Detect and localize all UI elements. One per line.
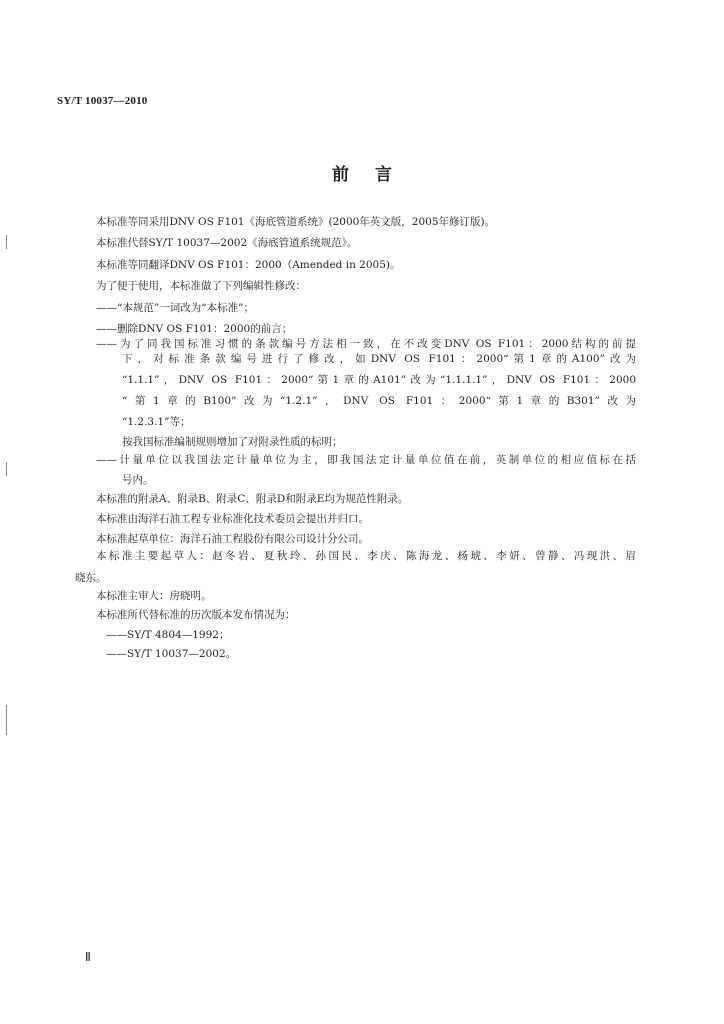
list-item-line: ——SY/T 4804—1992； (106, 629, 230, 641)
list-item-line: ——SY/T 10037—2002。 (106, 648, 237, 660)
page-number: Ⅱ (85, 950, 91, 964)
list-item-line: 号内。 (122, 474, 154, 486)
list-item-line: ——计量单位以我国法定计量单位为主，即我国法定计量单位值在前，英制单位的相应值标在括 (96, 454, 636, 466)
paragraph-line: 本标准的附录A、附录B、附录C、附录D和附录E均为规范性附录。 (96, 493, 409, 505)
paragraph-line: 晓东。 (75, 572, 107, 584)
paragraph-line: 本标准主审人：房晓明。 (96, 590, 212, 602)
list-item-line: 按我国标准编制规则增加了对附录性质的标明； (122, 436, 343, 448)
list-item-line: ——删除DNV OS F101：2000的前言； (96, 323, 293, 335)
list-item-line: “第1章的B100”改为“1.2.1”，DNV OS F101：2000“第1章的B301”改为 (122, 395, 636, 407)
list-item-line: “1.2.3.1”等； (122, 416, 191, 428)
list-item-line: “1.1.1”，DNV OS F101：2000“第1章的A101”改为“1.1.1.1”，DNV OS F101：2000 (122, 374, 636, 386)
document-code: SY/T 10037—2010 (57, 95, 148, 107)
paragraph-line: 本标准起草单位：海洋石油工程股份有限公司设计分公司。 (96, 533, 369, 545)
scan-artifact (6, 462, 7, 476)
paragraph-line: 本标准等同翻译DNV OS F101：2000（Amended in 2005)。 (96, 259, 401, 271)
paragraph-line: 本标准等同采用DNV OS F101《海底管道系统》(2000年英文版，2005年修订版)。 (96, 216, 496, 228)
page-title: 前言 (332, 165, 418, 185)
scan-artifact (6, 235, 7, 249)
list-item-line: ——为了同我国标准习惯的条款编号方法相一致，在不改变DNV OS F101：2000结构的前提 (96, 338, 636, 350)
paragraph-line: 本标准代替SY/T 10037—2002《海底管道系统规范》。 (96, 237, 358, 249)
paragraph-line: 本标准所代替标准的历次版本发布情况为： (96, 609, 296, 621)
scan-artifact (6, 705, 7, 735)
list-item-line: 下，对标准条款编号进行了修改，如DNV OS F101：2000“第1章的A100”改为 (122, 353, 636, 365)
paragraph-line: 本标准主要起草人：赵冬岩、夏秋玲、孙国民、李庆、陈海龙、杨琥、李妍、曾静、冯现洪、眉 (96, 550, 636, 562)
list-item-line: ——“本规范”一词改为“本标准”； (96, 302, 254, 314)
paragraph-line: 为了便于使用，本标准做了下列编辑性修改： (96, 280, 306, 292)
paragraph-line: 本标准由海洋石油工程专业标准化技术委员会提出并归口。 (96, 513, 369, 525)
